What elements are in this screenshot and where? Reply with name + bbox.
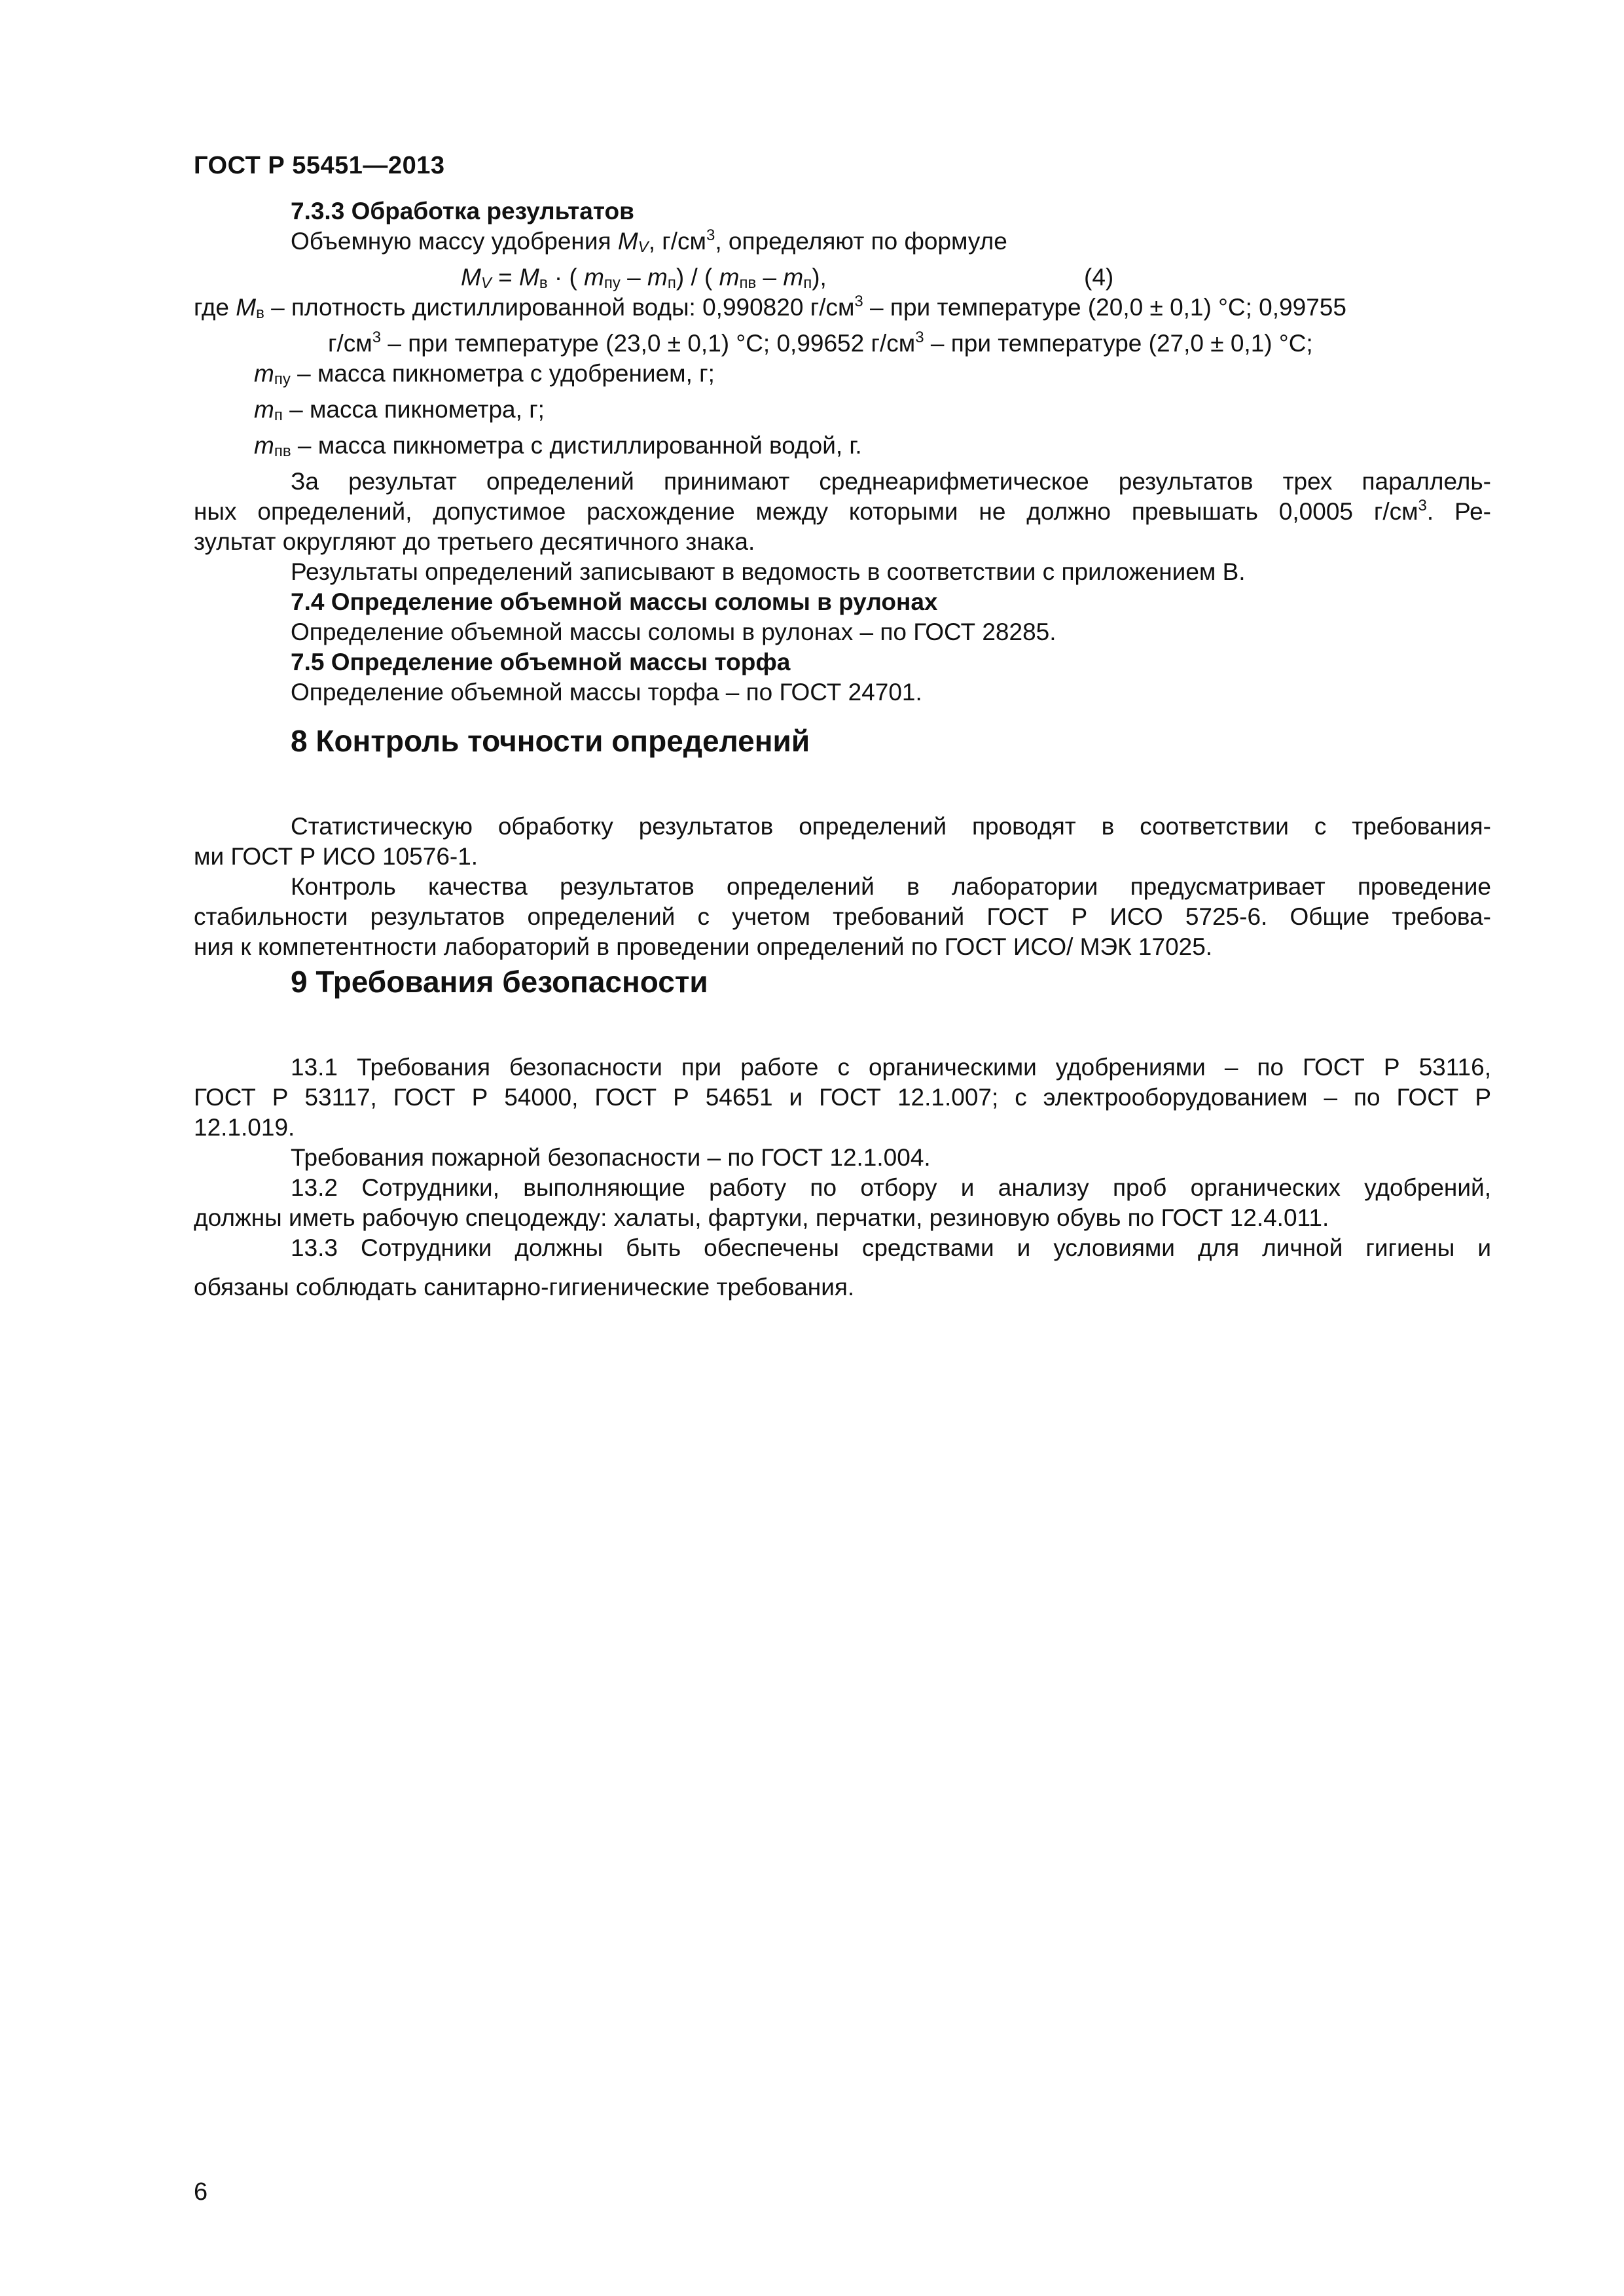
superscript: 3	[1418, 497, 1427, 514]
text: – плотность дистиллированной воды: 0,990820 г/см	[264, 294, 855, 321]
section-9-p2: Требования пожарной безопасности – по ГОСТ 12.1.004.	[291, 1144, 931, 1171]
paragraph-result-line-1: За результат определений принимают среднеарифметическое результатов трех параллель-	[291, 468, 1491, 495]
section-title-8: 8 Контроль точности определений	[291, 724, 810, 758]
where-line-1	[194, 293, 1491, 329]
symbol-sub: пв	[274, 442, 291, 460]
text: ),	[812, 264, 827, 291]
symbol: m	[254, 396, 274, 423]
symbol: m	[647, 264, 668, 291]
section-9-p3-line-1: 13.2 Сотрудники, выполняющие работу по отбору и анализу проб органических удобрений,	[291, 1174, 1491, 1201]
spacer	[194, 761, 1491, 812]
text: – масса пикнометра с дистиллированной водой, г.	[291, 432, 862, 459]
symbol: M	[236, 294, 257, 321]
symbol-sub: п	[803, 274, 812, 292]
formula-expression	[461, 262, 827, 298]
section-8-p1-line-2: ми ГОСТ Р ИСО 10576-1.	[194, 843, 478, 870]
formula-4	[194, 262, 1491, 293]
section-9	[194, 962, 1491, 1302]
symbol-sub: п	[667, 274, 676, 292]
superscript: 3	[706, 226, 715, 244]
symbol: m	[254, 432, 274, 459]
symbol-sub: пв	[739, 274, 757, 292]
section-8-p2-line-3: ния к компетентности лабораторий в проведении определений по ГОСТ ИСО/ МЭК 17025.	[194, 933, 1213, 960]
text: –	[756, 264, 784, 291]
section-title-7-5: 7.5 Определение объемной массы торфа	[291, 649, 791, 675]
section-9-p1-line-2: ГОСТ Р 53117, ГОСТ Р 54000, ГОСТ Р 54651 и ГОСТ 12.1.007; с электрооборудованием – по ГОСТ Р	[194, 1084, 1491, 1111]
spacer	[194, 1001, 1491, 1052]
superscript: 3	[372, 329, 382, 346]
section-title-7-3-3: 7.3.3 Обработка результатов	[291, 198, 634, 224]
section-8-p1-line-1: Статистическую обработку результатов определений проводят в соответствии с требования-	[291, 813, 1491, 840]
text: – при температуре (20,0 ± 0,1) °С; 0,99755	[863, 294, 1346, 321]
section-7-3-3	[194, 196, 1491, 708]
superscript: 3	[854, 293, 863, 310]
paragraph-result-line-2	[194, 497, 1491, 527]
section-7-5-text: Определение объемной массы торфа – по ГОСТ 24701.	[291, 679, 922, 706]
text: =	[491, 264, 520, 291]
formula-number: (4)	[1084, 264, 1114, 291]
symbol-sub: V	[480, 274, 492, 292]
section-9-p4-line-2: обязаны соблюдать санитарно-гигиенические требования.	[194, 1274, 855, 1300]
text: ) / (	[676, 264, 719, 291]
definition-mpy	[194, 359, 1491, 395]
text: Объемную массу удобрения	[291, 228, 618, 255]
text: , г/см	[648, 228, 706, 255]
text: г/см	[328, 330, 372, 357]
formula-intro	[194, 226, 1491, 262]
section-9-p1-line-3: 12.1.019.	[194, 1114, 295, 1141]
symbol-sub: в	[539, 274, 548, 292]
section-9-p1-line-1: 13.1 Требования безопасности при работе с органическими удобрениями – по ГОСТ Р 53116,	[291, 1054, 1491, 1081]
text: ных определений, допустимое расхождение между которыми не должно превышать 0,0005 г/см	[194, 498, 1418, 525]
symbol: m	[584, 264, 604, 291]
where-line-2	[194, 329, 1491, 359]
superscript: 3	[915, 329, 924, 346]
section-title-7-4: 7.4 Определение объемной массы соломы в рулонах	[291, 588, 938, 615]
symbol: m	[783, 264, 804, 291]
section-7-4-text: Определение объемной массы соломы в рулонах – по ГОСТ 28285.	[291, 619, 1056, 645]
section-9-p3-line-2: должны иметь рабочую спецодежду: халаты, фартуки, перчатки, резиновую обувь по ГОСТ 12.4.011.	[194, 1204, 1329, 1231]
standard-header: ГОСТ Р 55451—2013	[194, 152, 445, 179]
section-8-p2-line-1: Контроль качества результатов определений в лаборатории предусматривает проведение	[291, 873, 1491, 900]
text: , определяют по формуле	[715, 228, 1007, 255]
definition-mpv	[194, 431, 1491, 467]
symbol-sub: п	[274, 406, 283, 424]
symbol-sub: в	[256, 304, 264, 322]
symbol-sub: пу	[274, 370, 291, 388]
paragraph-record: Результаты определений записывают в ведомость в соответствии с приложением В.	[291, 558, 1246, 585]
page-number: 6	[194, 2178, 208, 2206]
section-8	[194, 721, 1491, 962]
symbol: M	[617, 228, 638, 255]
text: . Ре-	[1426, 498, 1491, 525]
text: где	[194, 294, 236, 321]
symbol: M	[461, 264, 481, 291]
text: – при температуре (27,0 ± 0,1) °С;	[924, 330, 1313, 357]
text: – при температуре (23,0 ± 0,1) °С; 0,99652 г/см	[381, 330, 916, 357]
symbol: M	[519, 264, 539, 291]
symbol-sub: пу	[604, 274, 621, 292]
text: – масса пикнометра, г;	[282, 396, 545, 423]
symbol: m	[254, 360, 274, 387]
text: · (	[547, 264, 585, 291]
paragraph-result-line-3: зультат округляют до третьего десятичного знака.	[194, 528, 755, 555]
section-8-p2-line-2: стабильности результатов определений с учетом требований ГОСТ Р ИСО 5725-6. Общие требова-	[194, 903, 1491, 930]
text: –	[620, 264, 648, 291]
section-title-9: 9 Требования безопасности	[291, 965, 708, 999]
symbol-sub: V	[638, 238, 649, 256]
symbol: m	[719, 264, 740, 291]
text: – масса пикнометра с удобрением, г;	[290, 360, 715, 387]
definition-mp	[194, 395, 1491, 431]
section-9-p4-line-1: 13.3 Сотрудники должны быть обеспечены средствами и условиями для личной гигиены и	[291, 1234, 1491, 1261]
